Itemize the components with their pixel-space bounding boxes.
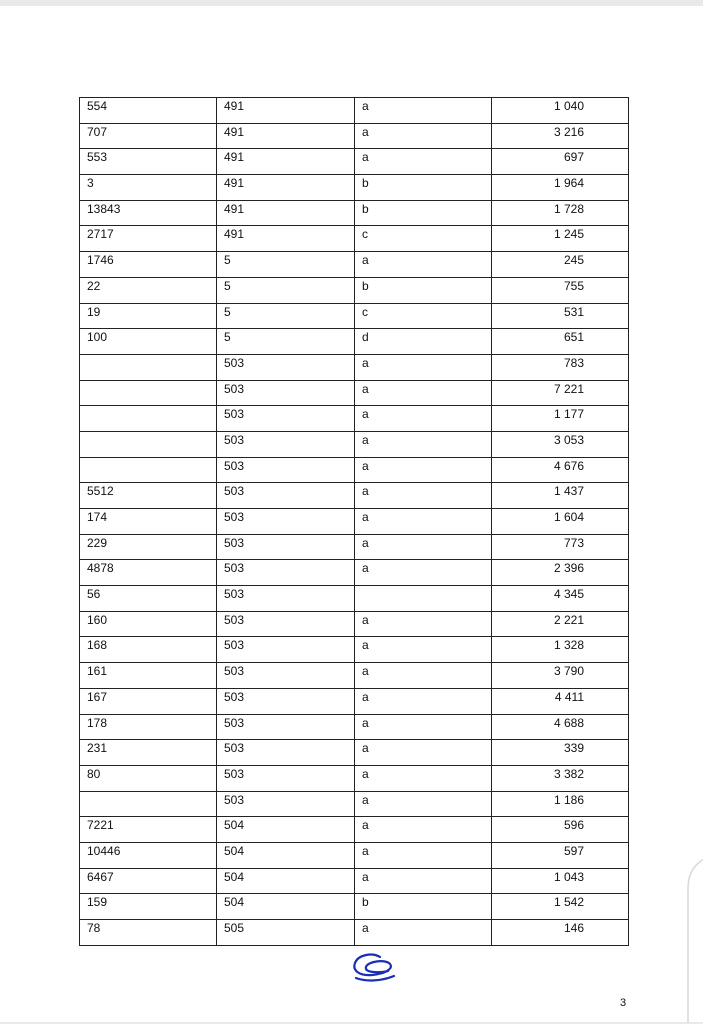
table-cell: 80 (80, 765, 217, 791)
table-cell: 161 (80, 663, 217, 689)
table-row (80, 688, 629, 714)
table-cell (80, 406, 217, 432)
table-cell: c (355, 303, 492, 329)
table-cell: 1 186 (492, 791, 629, 817)
table-cell: 5 (217, 277, 355, 303)
table-cell: a (355, 817, 492, 843)
table-cell: a (355, 406, 492, 432)
table-cell: 504 (217, 842, 355, 868)
table-cell: 503 (217, 457, 355, 483)
table-cell: 5 (217, 303, 355, 329)
table-cell: 3 790 (492, 663, 629, 689)
table-row (80, 252, 629, 278)
table-cell: 504 (217, 817, 355, 843)
table-cell: a (355, 354, 492, 380)
table-cell: 503 (217, 354, 355, 380)
table-cell: 167 (80, 688, 217, 714)
table-cell: a (355, 534, 492, 560)
table-cell: 4 411 (492, 688, 629, 714)
table-cell: 7221 (80, 817, 217, 843)
table-row (80, 123, 629, 149)
table-cell: 503 (217, 560, 355, 586)
table-cell: 1 328 (492, 637, 629, 663)
table-cell: a (355, 663, 492, 689)
table-cell: 4 676 (492, 457, 629, 483)
table-cell: a (355, 123, 492, 149)
table-cell: c (355, 226, 492, 252)
table-row (80, 740, 629, 766)
table-cell: 491 (217, 175, 355, 201)
table-row (80, 714, 629, 740)
table-cell: 1 177 (492, 406, 629, 432)
table-cell: 1 964 (492, 175, 629, 201)
table-cell: 3 (80, 175, 217, 201)
signature-icon (350, 951, 398, 985)
table-row (80, 586, 629, 612)
table-cell: a (355, 637, 492, 663)
table-cell: a (355, 149, 492, 175)
table-cell: 3 053 (492, 431, 629, 457)
table-cell: a (355, 714, 492, 740)
table-cell: a (355, 920, 492, 946)
table-cell: a (355, 380, 492, 406)
table-cell: 2717 (80, 226, 217, 252)
table-row (80, 765, 629, 791)
table-row (80, 611, 629, 637)
table-row (80, 175, 629, 201)
table-cell: 231 (80, 740, 217, 766)
table-cell: 491 (217, 98, 355, 124)
table-cell: 503 (217, 406, 355, 432)
table-row (80, 637, 629, 663)
table-row (80, 149, 629, 175)
table-cell: 531 (492, 303, 629, 329)
table-cell: 1746 (80, 252, 217, 278)
table-cell: 159 (80, 894, 217, 920)
table-cell: a (355, 98, 492, 124)
table-cell: 19 (80, 303, 217, 329)
table-cell (80, 457, 217, 483)
table-cell: 783 (492, 354, 629, 380)
table-cell: 491 (217, 226, 355, 252)
table-row (80, 406, 629, 432)
table-cell: 178 (80, 714, 217, 740)
table-row (80, 817, 629, 843)
table-row (80, 277, 629, 303)
table-cell: a (355, 765, 492, 791)
table-row (80, 303, 629, 329)
table-cell: 1 245 (492, 226, 629, 252)
table-row (80, 457, 629, 483)
table-cell: 5 (217, 252, 355, 278)
table-cell: 1 728 (492, 200, 629, 226)
page-number: 3 (620, 997, 627, 1009)
table-cell: 503 (217, 688, 355, 714)
table-cell: 491 (217, 200, 355, 226)
table-cell: d (355, 329, 492, 355)
table-cell: a (355, 252, 492, 278)
table-cell: 503 (217, 483, 355, 509)
table-cell: 1 604 (492, 509, 629, 535)
table-cell: 4 688 (492, 714, 629, 740)
table-cell: a (355, 740, 492, 766)
table-body (80, 98, 629, 946)
table-row (80, 431, 629, 457)
table-row (80, 200, 629, 226)
table-cell: a (355, 560, 492, 586)
table-row (80, 354, 629, 380)
table-row (80, 226, 629, 252)
table-cell: 168 (80, 637, 217, 663)
table-cell (355, 586, 492, 612)
table-cell: 503 (217, 611, 355, 637)
table-cell: 504 (217, 868, 355, 894)
table-cell: 22 (80, 277, 217, 303)
table-cell: 554 (80, 98, 217, 124)
table-cell: 4878 (80, 560, 217, 586)
table-cell: 503 (217, 380, 355, 406)
table-cell: a (355, 868, 492, 894)
page-edge-curl (686, 858, 703, 1023)
table-cell: 3 382 (492, 765, 629, 791)
table-row (80, 894, 629, 920)
table-row (80, 380, 629, 406)
table-row (80, 663, 629, 689)
table-cell: 503 (217, 714, 355, 740)
table-cell: 174 (80, 509, 217, 535)
table-cell: a (355, 509, 492, 535)
table-row (80, 534, 629, 560)
document-page (0, 6, 703, 1022)
table-cell: 339 (492, 740, 629, 766)
table-cell: 503 (217, 509, 355, 535)
table-cell: a (355, 791, 492, 817)
table-cell: 491 (217, 149, 355, 175)
table-cell: a (355, 842, 492, 868)
table-cell: 597 (492, 842, 629, 868)
table-cell: a (355, 611, 492, 637)
table-cell: a (355, 457, 492, 483)
table-cell: 707 (80, 123, 217, 149)
table-cell: 503 (217, 431, 355, 457)
table-cell: 2 221 (492, 611, 629, 637)
table-cell: 1 437 (492, 483, 629, 509)
table-row (80, 791, 629, 817)
table-cell (80, 791, 217, 817)
table-cell: 1 043 (492, 868, 629, 894)
table-cell: 6467 (80, 868, 217, 894)
table-cell: 229 (80, 534, 217, 560)
table-cell: 553 (80, 149, 217, 175)
table-cell: 1 040 (492, 98, 629, 124)
table-cell: 78 (80, 920, 217, 946)
table-cell (80, 380, 217, 406)
table-cell: 503 (217, 791, 355, 817)
table-cell: 503 (217, 765, 355, 791)
table-cell: a (355, 431, 492, 457)
table-cell: 491 (217, 123, 355, 149)
table-cell: 13843 (80, 200, 217, 226)
table-cell: 503 (217, 586, 355, 612)
table-row (80, 483, 629, 509)
table-cell (80, 431, 217, 457)
table-row (80, 842, 629, 868)
table-cell: 10446 (80, 842, 217, 868)
table-cell: 56 (80, 586, 217, 612)
table-cell: 100 (80, 329, 217, 355)
table-cell: 4 345 (492, 586, 629, 612)
table-cell: 3 216 (492, 123, 629, 149)
table-cell: b (355, 175, 492, 201)
table-cell: b (355, 277, 492, 303)
table-cell: 505 (217, 920, 355, 946)
table-cell: 503 (217, 534, 355, 560)
table-cell: 7 221 (492, 380, 629, 406)
table-cell: 697 (492, 149, 629, 175)
table-cell: 773 (492, 534, 629, 560)
table-cell: 755 (492, 277, 629, 303)
table-cell: 503 (217, 663, 355, 689)
table-row (80, 98, 629, 124)
table-cell: 503 (217, 637, 355, 663)
table-cell: 5512 (80, 483, 217, 509)
table-cell: 503 (217, 740, 355, 766)
table-row (80, 560, 629, 586)
table-cell: 5 (217, 329, 355, 355)
table-cell: 596 (492, 817, 629, 843)
table-cell: a (355, 483, 492, 509)
table-cell: 245 (492, 252, 629, 278)
table-cell: b (355, 894, 492, 920)
table-cell: 1 542 (492, 894, 629, 920)
table-cell: a (355, 688, 492, 714)
table-row (80, 329, 629, 355)
data-table (79, 97, 629, 946)
table-cell: b (355, 200, 492, 226)
table-row (80, 920, 629, 946)
table-cell: 146 (492, 920, 629, 946)
table-row (80, 868, 629, 894)
table-cell: 504 (217, 894, 355, 920)
table-row (80, 509, 629, 535)
table-cell (80, 354, 217, 380)
table-cell: 160 (80, 611, 217, 637)
table-cell: 651 (492, 329, 629, 355)
table-cell: 2 396 (492, 560, 629, 586)
